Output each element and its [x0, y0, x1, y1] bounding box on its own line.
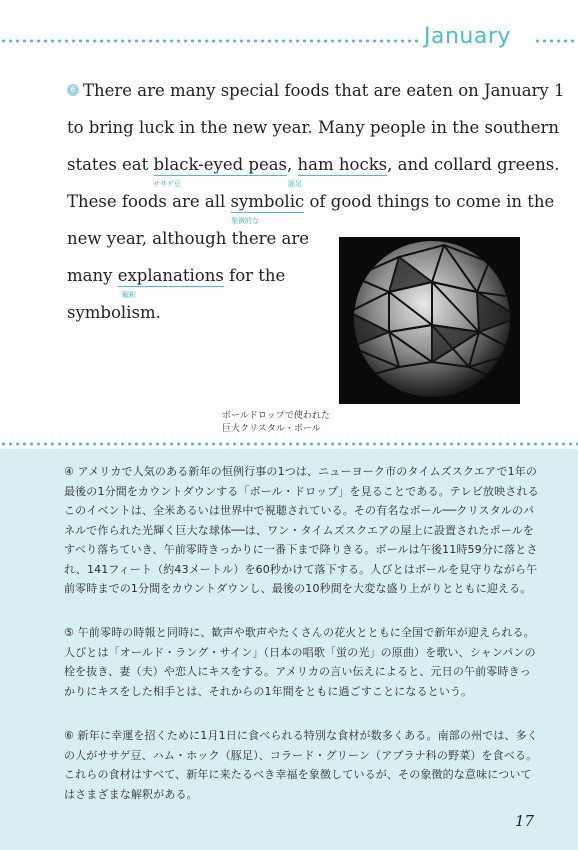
month-title: January	[424, 24, 511, 49]
vocab-ham-hocks: ham hocks	[297, 155, 388, 174]
gloss-black-eyed-peas: ササゲ豆	[153, 180, 181, 188]
japanese-paragraph-4: ④ アメリカで人気のある新年の恒例行事の1つは、ニューヨーク市のタイムズスクエアで1年の最後の1分間をカウントダウンする「ボール・ドロップ」を見ることである。テレビ放映されるこのイベントは、全米あるいは世界中で視聴されている。その有名なボール──クリスタルのパネルで作られた光輝く巨大な球体──は、ワン・タイムズスクエアの屋上に設置されたポールをすべり落ちていき、午前零時きっかりに一番下まで降りきる。ボールは午後11時59分に落とされ、141フィート（約43メートル）を60秒かけて落下する。人びとはボールを見守りながら午前零時までの1分間をカウントダウンし、最後の10秒間を大変な盛り上がりとともに迎える。	[64, 465, 539, 595]
photo-caption-line-1: ボールドロップで使われた	[222, 411, 330, 421]
english-line-5: new year, although there are	[67, 229, 310, 248]
paragraph-marker: 6	[67, 84, 79, 96]
english-line-7: symbolism.	[67, 303, 161, 322]
photo-caption-line-2: 巨大クリスタル・ボール	[222, 424, 321, 434]
vocab-symbolic: symbolic	[230, 192, 305, 211]
english-line-1: 6 There are many special foods that are eaten on January 1	[67, 81, 565, 101]
header-dotted-rule-right	[534, 39, 578, 43]
vocab-explanations: explanations	[117, 266, 224, 285]
english-line-3: states eat black-eyed peas, ham hocks, and collard greens.	[67, 155, 560, 174]
english-line-4: These foods are all symbolic of good things to come in the	[67, 192, 555, 211]
page-number: 17	[515, 812, 535, 830]
crystal-ball-photo	[339, 237, 520, 404]
header-dotted-rule-left	[0, 39, 420, 43]
japanese-paragraph-5: ⑤ 午前零時の時報と同時に、歓声や歌声やたくさんの花火とともに全国で新年が迎えられる。人びとは「オールド・ラング・サイン」（日本の唱歌「蛍の光」の原曲）を歌い、シャンパンの栓を抜き、妻（夫）や恋人にキスをする。アメリカの言い伝えによると、元日の午前零時きっかりにキスをした相手とは、それからの1年間をともに過ごすことになるという。	[64, 626, 536, 698]
gloss-symbolic: 象徴的な	[231, 217, 259, 225]
gloss-explanations: 解釈	[122, 291, 136, 299]
japanese-paragraph-6: ⑥ 新年に幸運を招くために1月1日に食べられる特別な食材が数多くある。南部の州では、多くの人がササゲ豆、ハム・ホック（豚足）、コラード・グリーン（アブラナ科の野菜）を食べる。これらの食材はすべて、新年に来たるべき幸福を象徴しているが、その象徴的な意味についてはさまざまな解釈がある。	[64, 729, 538, 801]
gloss-ham-hocks: 豚足	[288, 180, 302, 188]
english-line-6: many explanations for the	[67, 266, 286, 285]
section-dotted-rule	[0, 442, 578, 446]
vocab-black-eyed-peas: black-eyed peas	[153, 155, 288, 174]
english-line-2: to bring luck in the new year. Many people in the southern	[67, 118, 560, 137]
